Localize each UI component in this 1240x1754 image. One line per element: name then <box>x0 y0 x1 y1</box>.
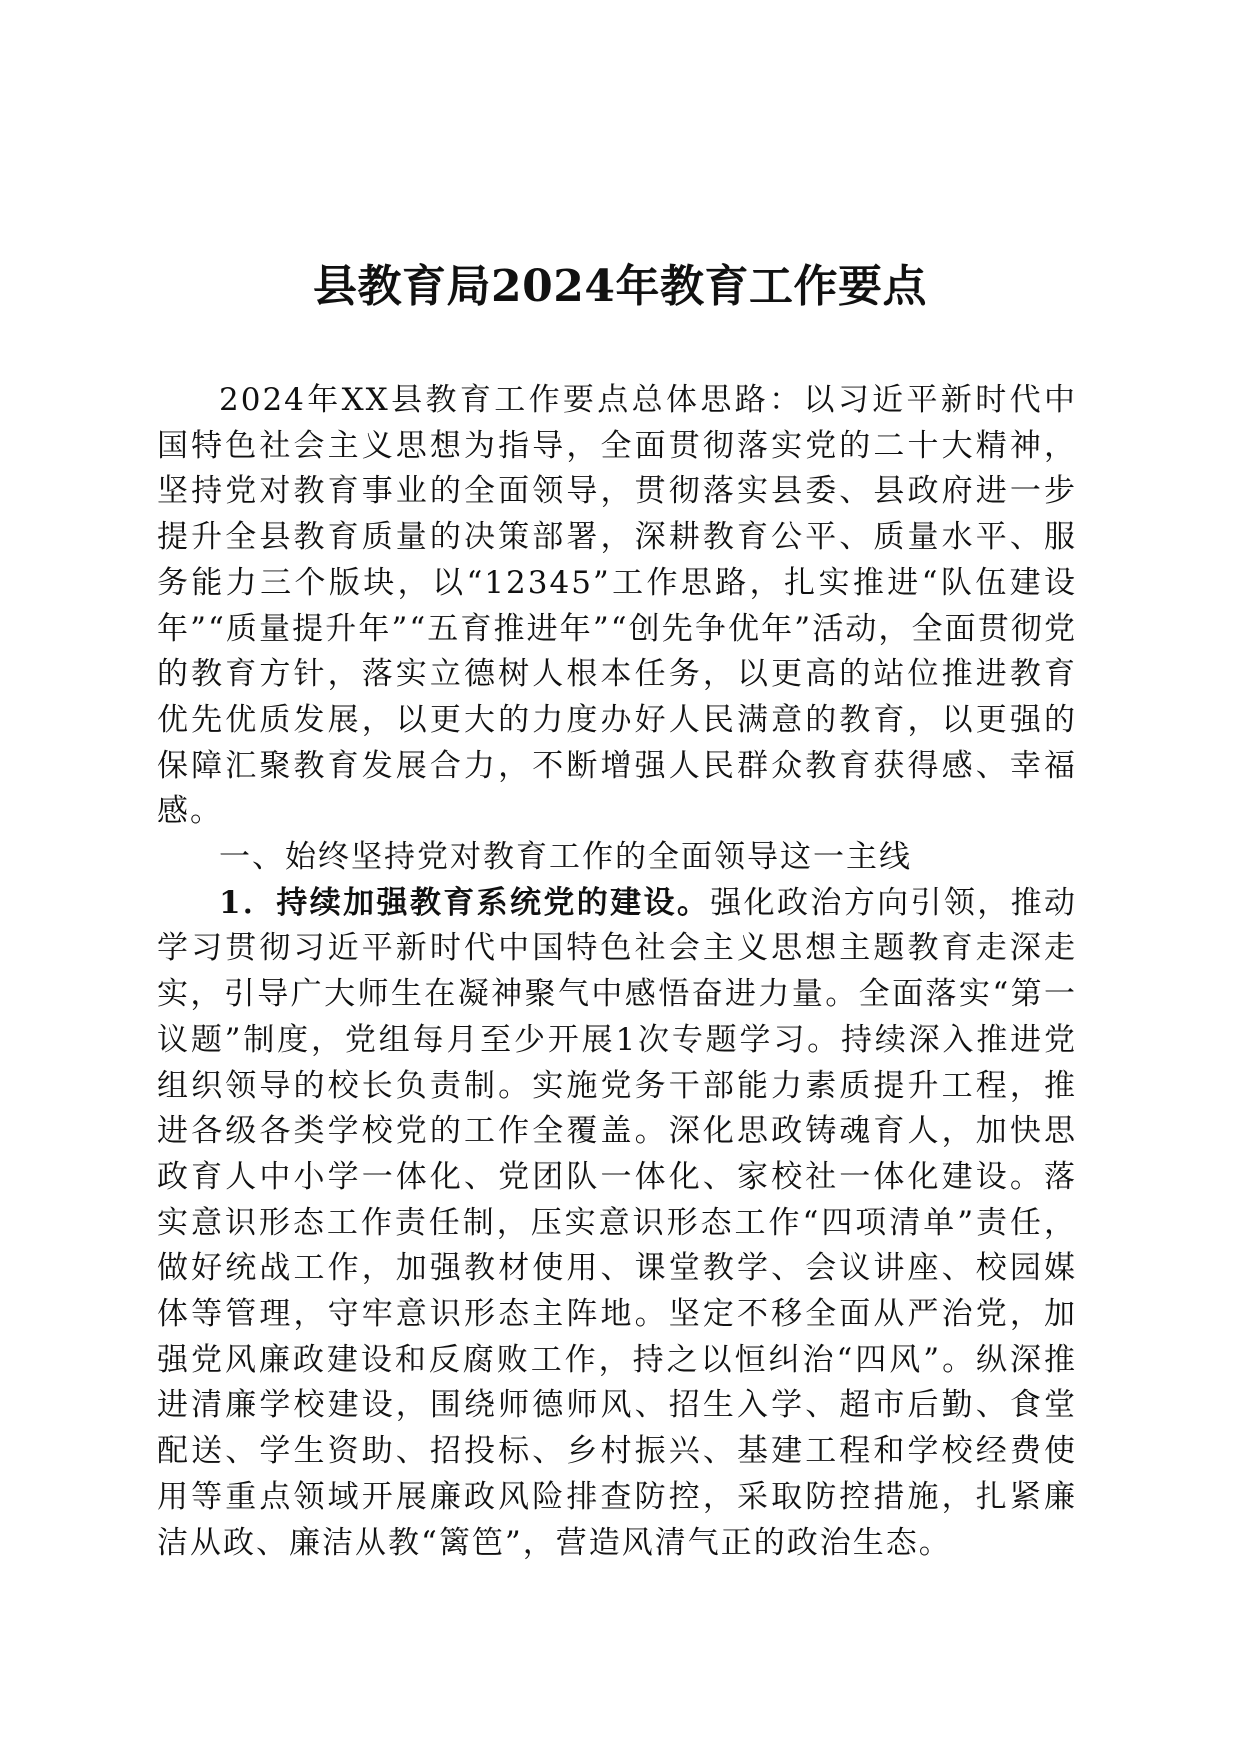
intro-paragraph: 2024年XX县教育工作要点总体思路：以习近平新时代中国特色社会主义思想为指导，全面贯彻落实党的二十大精神，坚持党对教育事业的全面领导，贯彻落实县委、县政府进一步提升全县教育质量的决策部署，深耕教育公平、质量水平、服务能力三个版块，以“12345”工作思路，扎实推进“队伍建设年”“质量提升年”“五育推进年”“创先争优年”活动，全面贯彻党的教育方针，落实立德树人根本任务，以更高的站位推进教育优先优质发展，以更大的力度办好人民满意的教育，以更强的保障汇聚教育发展合力，不断增强人民群众教育获得感、幸福感。 <box>157 382 1077 830</box>
item-text: 强化政治方向引领，推动学习贯彻习近平新时代中国特色社会主义思想主题教育走深走实，引导广大师生在凝神聚气中感悟奋进力量。全面落实“第一议题”制度，党组每月至少开展1次专题学习。持续深入推进党组织领导的校长负责制。实施党务干部能力素质提升工程，推进各级各类学校党的工作全覆盖。深化思政铸魂育人，加快思政育人中小学一体化、党团队一体化、家校社一体化建设。落实意识形态工作责任制，压实意识形态工作“四项清单”责任，做好统战工作，加强教材使用、课堂教学、会议讲座、校园媒体等管理，守牢意识形态主阵地。坚定不移全面从严治党，加强党风廉政建设和反腐败工作，持之以恒纠治“四风”。纵深推进清廉学校建设，围绕师德师风、招生入学、超市后勤、食堂配送、学生资助、招投标、乡村振兴、基建工程和学校经费使用等重点领域开展廉政风险排查防控，采取防控措施，扎紧廉洁从政、廉洁从教“篱笆”，营造风清气正的政治生态。 <box>157 884 1078 1561</box>
item-lead: 1．持续加强教育系统党的建设。 <box>219 884 711 921</box>
document-body <box>157 378 1077 1566</box>
item-paragraph <box>157 881 1077 1567</box>
section-heading: 一、始终坚持党对教育工作的全面领导这一主线 <box>219 839 912 876</box>
document-title: 县教育局2024年教育工作要点 <box>313 261 927 313</box>
